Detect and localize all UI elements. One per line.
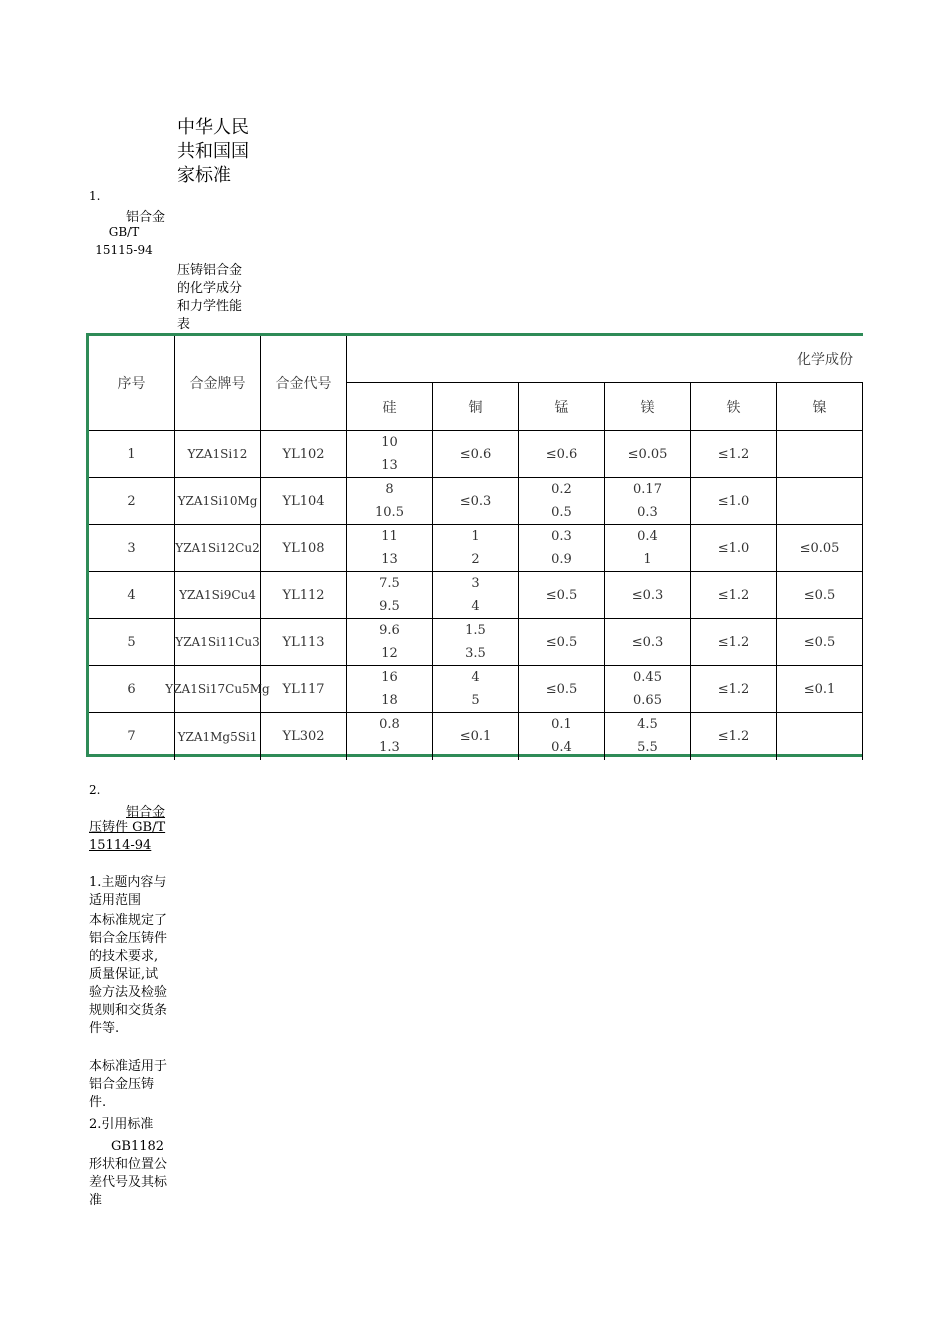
cell-value: YL117 [282,681,325,697]
cell-range-min: 0.3 [551,528,572,544]
cell-value: 3 [127,540,136,556]
document-title: 中华人民共和国国家标准 [177,117,249,186]
cell-value: 5 [127,634,136,650]
header-chemical-composition: 化学成份 [347,336,863,383]
table-cell-cu [433,713,519,760]
table-cell-fe [691,525,777,572]
cell-range-max: 18 [381,692,398,708]
table-cell-grade [175,619,261,666]
table-cell-seq [89,478,175,525]
table-cell-code [261,666,347,713]
cell-range-max: 9.5 [379,598,400,614]
header-cu: 铜 [433,383,519,431]
cell-range-max: 13 [381,457,398,473]
table-cell-grade [175,431,261,478]
cell-value: YZA1Si9Cu4 [179,588,256,602]
header-fe: 铁 [691,383,777,431]
cell-range-max: 0.5 [551,504,572,520]
table-cell-seq [89,431,175,478]
table-cell-fe [691,666,777,713]
table-cell-seq [89,525,175,572]
cell-value: ≤1.0 [717,493,750,509]
cell-value: YL302 [282,729,325,744]
table-cell-grade [165,666,270,713]
cell-range-min: 8 [385,481,394,497]
cell-value: YZA1Si12 [187,447,248,461]
table-cell-si [347,713,433,760]
cell-value: YL104 [282,493,325,509]
cell-value: ≤0.05 [799,540,840,556]
table-cell-mg [605,478,691,525]
cell-range-min: 0.8 [379,716,400,732]
cell-value: YZA1Si12Cu2 [175,541,260,555]
cell-value: ≤1.2 [717,587,750,603]
cell-range-min: 4 [471,669,480,685]
reference-title: 形状和位置公差代号及其标准 [89,1157,168,1208]
table-cell-cu [433,478,519,525]
table-cell-mn [519,525,605,572]
cell-value: ≤0.3 [459,493,492,509]
cell-range-max: 0.65 [633,692,662,708]
cell-value: ≤0.5 [545,634,578,650]
table-cell-seq [89,713,175,760]
cell-value: ≤0.05 [627,446,668,462]
table-cell-grade [175,525,261,572]
table-cell-code [261,572,347,619]
table-cell-ni [777,619,863,666]
cell-value: ≤0.6 [545,446,578,462]
cell-range-max: 1 [643,551,652,567]
section-2-name: 铝合金 [126,805,166,820]
cell-range-max: 13 [381,551,398,567]
cell-value: ≤0.3 [631,587,664,603]
table-cell-code [261,431,347,478]
table-cell-code [261,478,347,525]
table-cell-mn [519,478,605,525]
cell-range-max: 0.9 [551,551,572,567]
cell-value: YZA1Mg5Si1 [177,729,258,744]
table-cell-code [261,713,347,760]
table-cell-si [347,572,433,619]
header-grade: 合金牌号 [175,336,261,431]
cell-value: YL102 [282,446,325,462]
table-cell-code [261,619,347,666]
header-si: 硅 [347,383,433,431]
cell-value: YL113 [282,634,325,650]
alloy-composition-table [86,333,863,757]
cell-range-max: 0.4 [551,740,572,756]
cell-range-max: 12 [381,645,398,661]
cell-range-min: 0.17 [633,481,662,497]
table-cell-si [347,525,433,572]
table-cell-mg [605,525,691,572]
table-cell-mg [605,666,691,713]
cell-range-max: 2 [471,551,480,567]
table-caption: 压铸铝合金的化学成分和力学性能表 [177,263,243,332]
cell-value: YZA1Si10Mg [177,494,258,508]
table-cell-grade [175,713,261,760]
table-cell-ni [777,431,863,478]
section-2-subheading: 1.主题内容与适用范围 [89,875,167,908]
table-cell-fe [691,478,777,525]
table-cell-seq [89,619,175,666]
table-cell-mn [519,619,605,666]
cell-range-min: 1.5 [465,622,486,638]
cell-value: ≤0.3 [631,634,664,650]
cell-value: 4 [127,587,136,603]
section-1-standard-code: GB/T 15115-94 [95,225,153,257]
table-cell-cu [433,431,519,478]
table-cell-si [347,431,433,478]
header-code: 合金代号 [261,336,347,431]
cell-value: ≤0.1 [803,681,836,697]
cell-range-min: 0.1 [551,716,572,732]
table-cell-fe [691,713,777,760]
table-cell-ni [777,478,863,525]
table-cell-mn [519,666,605,713]
table-cell-ni [777,572,863,619]
table-cell-mg [605,431,691,478]
table-cell-grade [175,478,261,525]
table-cell-cu [433,572,519,619]
cell-range-max: 0.3 [637,504,658,520]
cell-range-min: 0.2 [551,481,572,497]
cell-value: 2 [127,493,136,509]
reference-code: GB1182 [111,1139,165,1154]
cell-value: ≤0.6 [459,446,492,462]
table-cell-seq [89,666,175,713]
table-cell-si [347,619,433,666]
cell-value: ≤1.2 [717,681,750,697]
cell-value: 6 [127,681,136,697]
cell-range-max: 5.5 [637,740,658,756]
cell-value: 1 [127,446,136,462]
table-cell-cu [433,619,519,666]
cell-value: ≤1.2 [717,729,750,744]
cell-value: ≤0.5 [545,681,578,697]
table-cell-mn [519,431,605,478]
table-cell-fe [691,619,777,666]
cell-range-max: 10.5 [375,504,404,520]
cell-range-max: 4 [471,598,480,614]
cell-range-min: 16 [381,669,398,685]
table-cell-ni [777,525,863,572]
cell-range-max: 3.5 [465,645,486,661]
table-cell-fe [691,572,777,619]
table-cell-mn [519,572,605,619]
cell-range-min: 4.5 [637,716,658,732]
header-mg: 镁 [605,383,691,431]
section-1-number: 1. [89,189,101,203]
table-cell-ni [777,666,863,713]
cell-value: ≤0.5 [803,634,836,650]
table-cell-cu [433,666,519,713]
section-2-scope-text: 本标准规定了铝合金压铸件的技术要求,质量保证,试验方法及检验规则和交货条件等. [89,913,168,1036]
table-cell-seq [89,572,175,619]
section-2-applicability-text: 本标准适用于铝合金压铸件. [89,1059,168,1110]
header-ni: 镍 [777,383,863,431]
table-cell-si [347,478,433,525]
cell-range-min: 7.5 [379,575,400,591]
table-cell-mg [605,619,691,666]
cell-range-max: 1.3 [379,740,400,756]
table-cell-fe [691,431,777,478]
cell-value: ≤1.0 [717,540,750,556]
cell-value: ≤0.5 [545,587,578,603]
table-cell-mg [605,572,691,619]
table-cell-mg [605,713,691,760]
cell-range-max: 5 [471,692,480,708]
cell-value: YZA1Si11Cu3 [175,635,260,649]
cell-value: YL108 [282,540,325,556]
cell-value: ≤1.2 [717,446,750,462]
cell-value: ≤0.1 [459,729,492,744]
cell-range-min: 0.4 [637,528,658,544]
cell-range-min: 11 [381,528,398,544]
cell-value: ≤0.5 [803,587,836,603]
header-seq: 序号 [89,336,175,431]
cell-range-min: 3 [471,575,480,591]
section-2-number: 2. [89,783,101,797]
cell-value: 7 [127,729,136,744]
cell-range-min: 0.45 [633,669,662,685]
cell-value: ≤1.2 [717,634,750,650]
table-cell-ni [777,713,863,760]
table-cell-grade [175,572,261,619]
header-mn: 锰 [519,383,605,431]
table-cell-code [261,525,347,572]
cell-range-min: 10 [381,434,398,450]
cell-range-min: 1 [471,528,480,544]
section-2-title: 压铸件 GB/T 15114-94 [89,820,166,853]
section-2-references-heading: 2.引用标准 [89,1117,154,1132]
cell-value: YL112 [282,587,325,603]
table-cell-si [347,666,433,713]
cell-range-min: 9.6 [379,622,400,638]
cell-value: YZA1Si17Cu5Mg [165,682,270,696]
table-cell-cu [433,525,519,572]
section-1-name: 铝合金 [126,210,166,225]
table-cell-mn [519,713,605,760]
